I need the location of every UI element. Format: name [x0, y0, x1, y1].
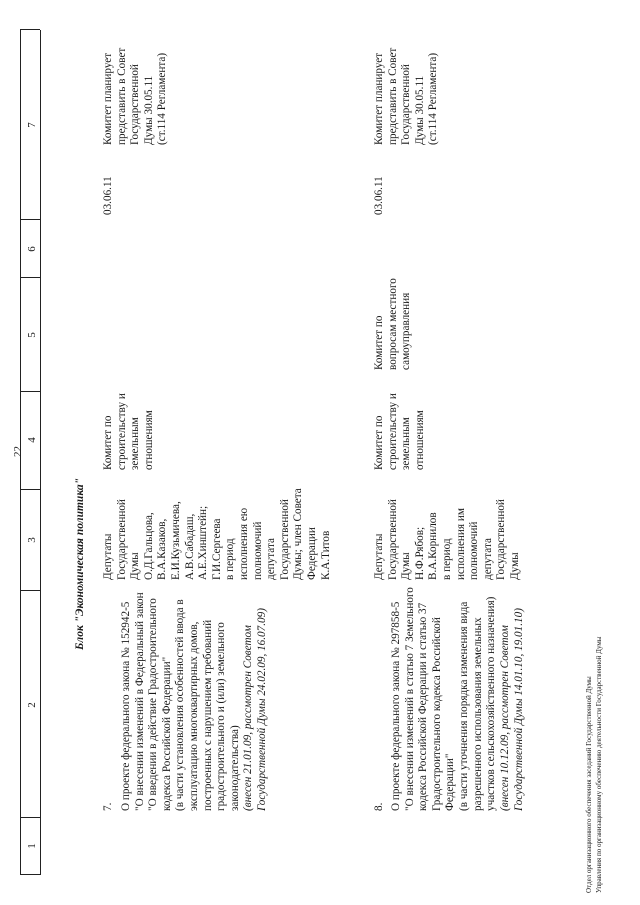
col-divider: [20, 29, 40, 30]
col-header-6: 6: [26, 246, 38, 252]
col-header-3: 3: [26, 537, 38, 543]
col-header-4: 4: [26, 437, 38, 443]
responsible-committee: Комитет по строительству и земельным отношениям: [373, 393, 426, 470]
col-divider: [20, 219, 40, 220]
bill-authors: Депутаты Государственной Думы Н.Ф.Рябов; В.А.Корнилов в период исполнения им полномочий депутата Государственной Думы: [373, 499, 521, 580]
col-divider: [20, 817, 40, 818]
col-header-2: 2: [26, 702, 38, 708]
review-date: 03.06.11: [373, 176, 385, 215]
footer-line-1: Отдел организационного обеспечения заседаний Государственной Думы: [585, 676, 593, 893]
block-title: Блок "Экономическая политика": [74, 477, 86, 650]
bill-title: О проекте федерального закона № 152942-5 "О внесении изменений в Федеральный закон "О введении в действие Градостроительного кодекса Российской Федерации" (в части установления особенностей ввода в эксплуатацию многоквартирных домов, построенных с нарушением требований градостроительного и (или) земельного законодательства): [120, 592, 241, 811]
footer-line-2: Управления по организационному обеспечению деятельности Государственной Думы: [595, 636, 603, 893]
responsible-committee: Комитет по строительству и земельным отношениям: [102, 393, 155, 470]
page-number: 22: [12, 446, 24, 457]
header-bottom-border: [40, 30, 41, 875]
col-divider: [20, 391, 40, 392]
review-date: 03.06.11: [102, 176, 114, 215]
col-divider: [20, 874, 40, 875]
header-top-border: [20, 30, 21, 875]
bill-status: Комитет планирует представить в Совет Государственной Думы 30.05.11 (ст.114 Регламента): [373, 47, 440, 145]
bill-status: Комитет планирует представить в Совет Государственной Думы 30.05.11 (ст.114 Регламента): [102, 47, 169, 145]
col-divider: [20, 489, 40, 490]
col-header-1: 1: [26, 843, 38, 849]
bill-title: О проекте федерального закона № 297858-5 "О внесении изменений в статью 7 Земельного кодекса Российской Федерации и статью 37 Градостроительного кодекса Российской Федерации" (в части уточнения порядка изменения вида разрешенного использования земельных участков сельскохозяйственного назначения): [390, 587, 498, 811]
col-header-5: 5: [26, 332, 38, 338]
bill-note: (внесен 21.01.09, рассмотрен Советом Государственной Думы 24.02.09, 16.07.09): [242, 608, 268, 811]
bill-authors: Депутаты Государственной Думы О.Д.Гальцова, В.А.Казаков, Е.И.Кузьмичева, А.В.Сабадаш, А.Е.Хинштейн; Г.И.Сергеева в период исполнения ею полномочий депутата Государственной Думы; член Совета Федерации К.А.Титов: [102, 488, 332, 580]
col-header-7: 7: [26, 122, 38, 128]
row-number: 7.: [102, 802, 114, 811]
bill-note: (внесен 10.12.09, рассмотрен Советом Государственной Думы 14.01.10, 19.01.10): [499, 608, 525, 811]
col-divider: [20, 590, 40, 591]
col-divider: [20, 277, 40, 278]
row-number: 8.: [373, 802, 385, 811]
co-committee: Комитет по вопросам местного самоуправления: [373, 278, 413, 370]
